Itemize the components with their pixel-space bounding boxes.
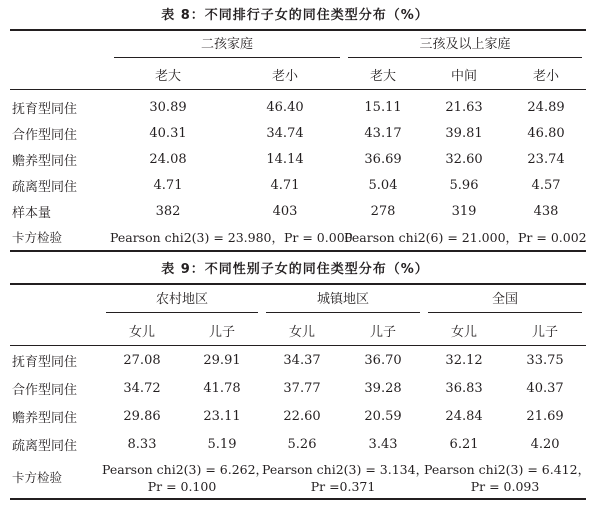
table9-subheader: 女儿 — [289, 324, 316, 340]
table-cell: 278 — [370, 203, 396, 219]
table9-subheader: 儿子 — [209, 324, 236, 340]
row-label: 疏离型同住 — [12, 179, 78, 195]
table9-subheader: 儿子 — [532, 324, 559, 340]
chi-square-line: Pr = 0.093 — [470, 479, 540, 494]
table-row — [10, 402, 586, 430]
table8-subheader: 老小 — [272, 69, 299, 84]
table-cell: 41.78 — [203, 380, 241, 396]
table-cell: 4.57 — [531, 177, 561, 193]
table-row — [10, 90, 586, 121]
table9-group-national: 全国 — [428, 288, 582, 313]
table-row — [10, 172, 586, 198]
table-cell: 24.08 — [149, 151, 187, 167]
chi-square-result — [262, 458, 429, 499]
table-cell: 36.69 — [364, 151, 402, 167]
table-row — [10, 346, 586, 375]
table9-subheader: 儿子 — [370, 324, 397, 340]
table9-group-header-row — [10, 284, 586, 315]
table8-group-three-child: 三孩及以上家庭 — [348, 33, 582, 58]
chi-square-result — [102, 458, 269, 499]
table9-chi-row — [10, 458, 586, 499]
table-cell: 46.80 — [527, 125, 565, 141]
table9-subheader: 女儿 — [128, 324, 155, 340]
row-label: 抚育型同住 — [12, 101, 78, 117]
table8 — [10, 29, 586, 252]
table-cell: 36.70 — [364, 352, 402, 368]
table8-caption: 表 8：不同排行子女的同住类型分布（%） — [161, 8, 429, 23]
table-cell: 27.08 — [123, 352, 161, 368]
table-cell: 24.84 — [445, 408, 483, 424]
table8-subheader: 老大 — [370, 69, 397, 84]
table-cell: 319 — [451, 203, 477, 219]
table-cell: 32.12 — [445, 352, 483, 368]
table-cell: 6.21 — [449, 436, 479, 452]
table-cell: 21.63 — [445, 99, 483, 115]
table8-subheader: 老小 — [533, 69, 560, 84]
table-cell: 403 — [272, 203, 298, 219]
table-cell: 46.40 — [266, 99, 304, 115]
table-row — [10, 146, 586, 172]
table-cell: 438 — [533, 203, 559, 219]
chi-square-result — [424, 458, 590, 499]
row-label: 合作型同住 — [12, 382, 78, 398]
table8-group-header-row — [10, 30, 586, 60]
table8-group-two-child: 二孩家庭 — [114, 33, 340, 58]
row-label: 合作型同住 — [12, 127, 78, 143]
row-label: 抚育型同住 — [12, 354, 78, 370]
table-cell: 43.17 — [364, 125, 402, 141]
table8-chi-row — [10, 224, 586, 251]
table-cell: 33.75 — [526, 352, 564, 368]
table9 — [10, 283, 590, 500]
table-cell: 36.83 — [445, 380, 483, 396]
table-cell: 30.89 — [149, 99, 187, 115]
table-cell: 34.72 — [123, 380, 161, 396]
table-cell: 24.89 — [527, 99, 565, 115]
table-cell: 37.77 — [283, 380, 321, 396]
chi-square-line: Pr = 0.100 — [147, 479, 217, 494]
table-cell: 23.74 — [527, 151, 565, 167]
table-cell: 5.26 — [287, 436, 317, 452]
table-cell: 8.33 — [127, 436, 157, 452]
table-cell: 4.71 — [153, 177, 183, 193]
table-cell: 22.60 — [283, 408, 321, 424]
table-cell: 29.86 — [123, 408, 161, 424]
row-label: 赡养型同住 — [12, 153, 78, 169]
table-cell: 39.28 — [364, 380, 402, 396]
table-cell: 39.81 — [445, 125, 483, 141]
table-cell: 15.11 — [364, 99, 402, 115]
table-cell: 21.69 — [526, 408, 564, 424]
table-cell: 4.20 — [530, 436, 560, 452]
chi-square-line: Pr =0.371 — [310, 479, 376, 494]
table-cell: 14.14 — [266, 151, 304, 167]
chi-square-line: Pearson chi2(3) = 6.412， — [424, 462, 590, 477]
row-label: 卡方检验 — [12, 230, 63, 245]
table-cell: 29.91 — [203, 352, 241, 368]
table8-subheader-row — [10, 60, 586, 90]
row-label: 疏离型同住 — [12, 438, 78, 454]
table-cell: 4.71 — [270, 177, 300, 193]
table9-subheader-row — [10, 315, 586, 346]
table-cell: 32.60 — [445, 151, 483, 167]
table9-group-urban: 城镇地区 — [266, 288, 420, 313]
row-label: 样本量 — [12, 205, 52, 221]
table-row — [10, 430, 586, 458]
table-cell: 23.11 — [203, 408, 241, 424]
table9-caption: 表 9：不同性别子女的同住类型分布（%） — [161, 262, 429, 277]
table-cell: 40.31 — [149, 125, 187, 141]
table-cell: 34.37 — [283, 352, 321, 368]
table-cell: 5.19 — [207, 436, 237, 452]
chi-square-result: Pearson chi2(6) = 21.000，Pr = 0.002 — [344, 230, 587, 245]
chi-square-result: Pearson chi2(3) = 23.980，Pr = 0.000 — [110, 230, 353, 245]
table8-subheader: 老大 — [154, 69, 181, 84]
table-row — [10, 198, 586, 224]
row-label: 卡方检验 — [12, 470, 63, 485]
table-cell: 40.37 — [526, 380, 564, 396]
table9-group-rural: 农村地区 — [106, 288, 258, 313]
table-cell: 5.04 — [368, 177, 398, 193]
chi-square-line: Pearson chi2(3) = 3.134， — [262, 462, 429, 477]
table-cell: 5.96 — [449, 177, 479, 193]
table-row — [10, 374, 586, 402]
table-cell: 382 — [155, 203, 181, 219]
table-cell: 3.43 — [368, 436, 398, 452]
table-cell: 34.74 — [266, 125, 304, 141]
row-label: 赡养型同住 — [12, 410, 78, 426]
table9-subheader: 女儿 — [451, 324, 478, 340]
table8-subheader: 中间 — [451, 69, 478, 84]
table-cell: 20.59 — [364, 408, 402, 424]
chi-square-line: Pearson chi2(3) = 6.262， — [102, 462, 269, 477]
table-row — [10, 120, 586, 146]
